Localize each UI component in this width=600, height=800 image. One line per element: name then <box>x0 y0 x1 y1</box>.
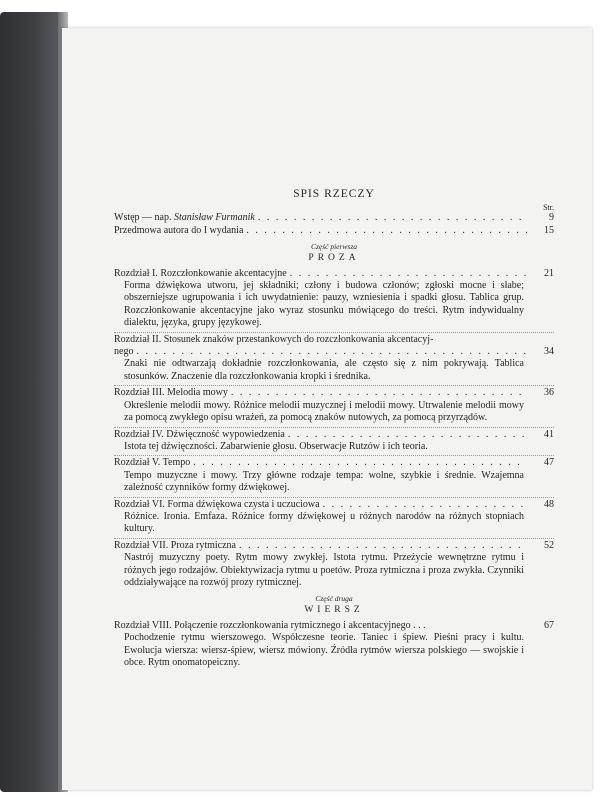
chapter-page: 47 <box>544 457 554 469</box>
leader-dots <box>288 429 527 441</box>
chapter-title: Rozdział VI. Forma dźwiękowa czysta i uczuciowa <box>114 498 320 510</box>
leader-dots <box>323 499 527 511</box>
chapter-title: Rozdział IV. Dźwięczność wypowiedzenia <box>114 428 285 440</box>
chapter-entry <box>114 346 554 358</box>
chapter-description: Istota tej dźwięczności. Zabarwienie głosu. Obserwacje Rutzów i ich teoria. <box>124 440 428 452</box>
part-subtitle: Część druga <box>315 594 353 604</box>
part-title: PROZA <box>308 253 360 264</box>
left-facing-page <box>0 12 58 792</box>
entry-page: 15 <box>544 224 554 236</box>
chapter-title: Rozdział I. Rozczłonkowanie akcentacyjne <box>114 267 287 279</box>
chapter-title: Rozdział V. Tempo <box>114 457 191 469</box>
toc-entry-preface <box>114 225 554 237</box>
book-page <box>62 28 592 790</box>
entry-page: 9 <box>549 212 554 224</box>
chapter-description: Tempo muzyczne i mowy. Trzy główne rodzaje tempa: wolne, szybkie i średnie. Wzajemna zależność czynników formy dźwiękowej. <box>124 469 524 494</box>
chapter-entry <box>114 499 554 511</box>
leader-dots <box>239 540 527 552</box>
toc-title: SPIS RZECZY <box>293 188 375 200</box>
page-column-header: Str. <box>543 203 554 213</box>
chapter-description: Określenie melodii mowy. Różnice melodii muzycznej i melodii mowy. Utrwalenie melodii mowy za pomocą zwykłego opisu wrażeń, za pomocą znaków nutowych, za pomocą przyrządów. <box>124 399 524 424</box>
entry-author: Stanisław Furmanik <box>174 212 255 224</box>
chapter-description: Pochodzenie rytmu wierszowego. Współczesne teorie. Taniec i śpiew. Pieśni pracy i kultu. Ewolucja wiersza: wiersz-śpiew, wiersz mówiony. Źródła rytmów wiersza polskiego — swojskie i obce. Rytm onomatopeiczny. <box>124 632 524 668</box>
chapter-description: Różnice. Ironia. Emfaza. Różnice formy dźwiękowej u różnych narodów na różnych stopniach kultury. <box>124 510 524 535</box>
part-title: WIERSZ <box>304 605 364 616</box>
table-of-contents <box>114 188 554 669</box>
chapter-entry <box>114 387 554 399</box>
chapter-title: Rozdział VIII. Połączenie rozczłonkowania rytmicznego i akcentacyjnego . . . <box>114 619 426 631</box>
divider <box>114 455 554 456</box>
chapter-title: nego <box>114 346 134 358</box>
leader-dots <box>258 212 527 224</box>
chapter-title: Rozdział VII. Proza rytmiczna <box>114 539 236 551</box>
chapter-page: 34 <box>544 346 554 358</box>
leader-dots <box>193 457 527 469</box>
chapter-entry <box>114 268 554 280</box>
chapter-entry <box>114 540 554 552</box>
divider <box>114 332 554 333</box>
chapter-page: 36 <box>544 387 554 399</box>
chapter-entry <box>114 429 554 441</box>
divider <box>114 497 554 498</box>
part-subtitle: Część pierwsza <box>310 242 358 252</box>
leader-dots <box>246 225 527 237</box>
chapter-page: 67 <box>544 619 554 631</box>
divider <box>114 538 554 539</box>
chapter-entry <box>114 457 554 469</box>
chapter-title-line: Rozdział II. Stosunek znaków przestankowych do rozczłonkowania akcentacyj- <box>114 333 434 345</box>
chapter-page: 48 <box>544 498 554 510</box>
entry-label: Wstęp — nap. <box>114 212 174 224</box>
divider <box>114 385 554 386</box>
leader-dots <box>290 268 527 280</box>
chapter-page: 21 <box>544 267 554 279</box>
leader-dots <box>136 346 527 358</box>
leader-dots <box>231 387 527 399</box>
divider <box>114 427 554 428</box>
chapter-title: Rozdział III. Melodia mowy <box>114 387 228 399</box>
toc-entry-foreword <box>114 212 554 224</box>
chapter-description: Forma dźwiękowa utworu, jej składniki; człony i budowa członów; zgłoski mocne i słabe; obszerniejsze ugrupowania i ich uwydatnienie: pauzy, wzniesienia i spadki głosu. Tablica grup. Rozczłonkowanie akcentacyjne jako wyraz stosunku mówiącego do treści. Rytm indywidualny dialektu, języka, grupy językowej. <box>124 280 524 329</box>
chapter-entry <box>114 620 554 632</box>
chapter-description: Znaki nie odtwarzają dokładnie rozczłonkowania, ale często się z nim pokrywają. Tablica stosunków. Znaczenie dla rozczłonkowania kropki i średnika. <box>124 358 524 382</box>
chapter-page: 41 <box>544 428 554 440</box>
chapter-page: 52 <box>544 539 554 551</box>
chapter-description: Nastrój muzyczny poety. Rytm mowy zwykłej. Istota rytmu. Przeżycie wewnętrzne rytmu i różnych jego rodzajów. Obiektywizacja rytmu u poetów. Proza rytmiczna i proza zwykła. Czynniki oddziaływające na rozwój prozy rytmicznej. <box>124 552 524 588</box>
entry-label: Przedmowa autora do I wydania <box>114 224 244 236</box>
